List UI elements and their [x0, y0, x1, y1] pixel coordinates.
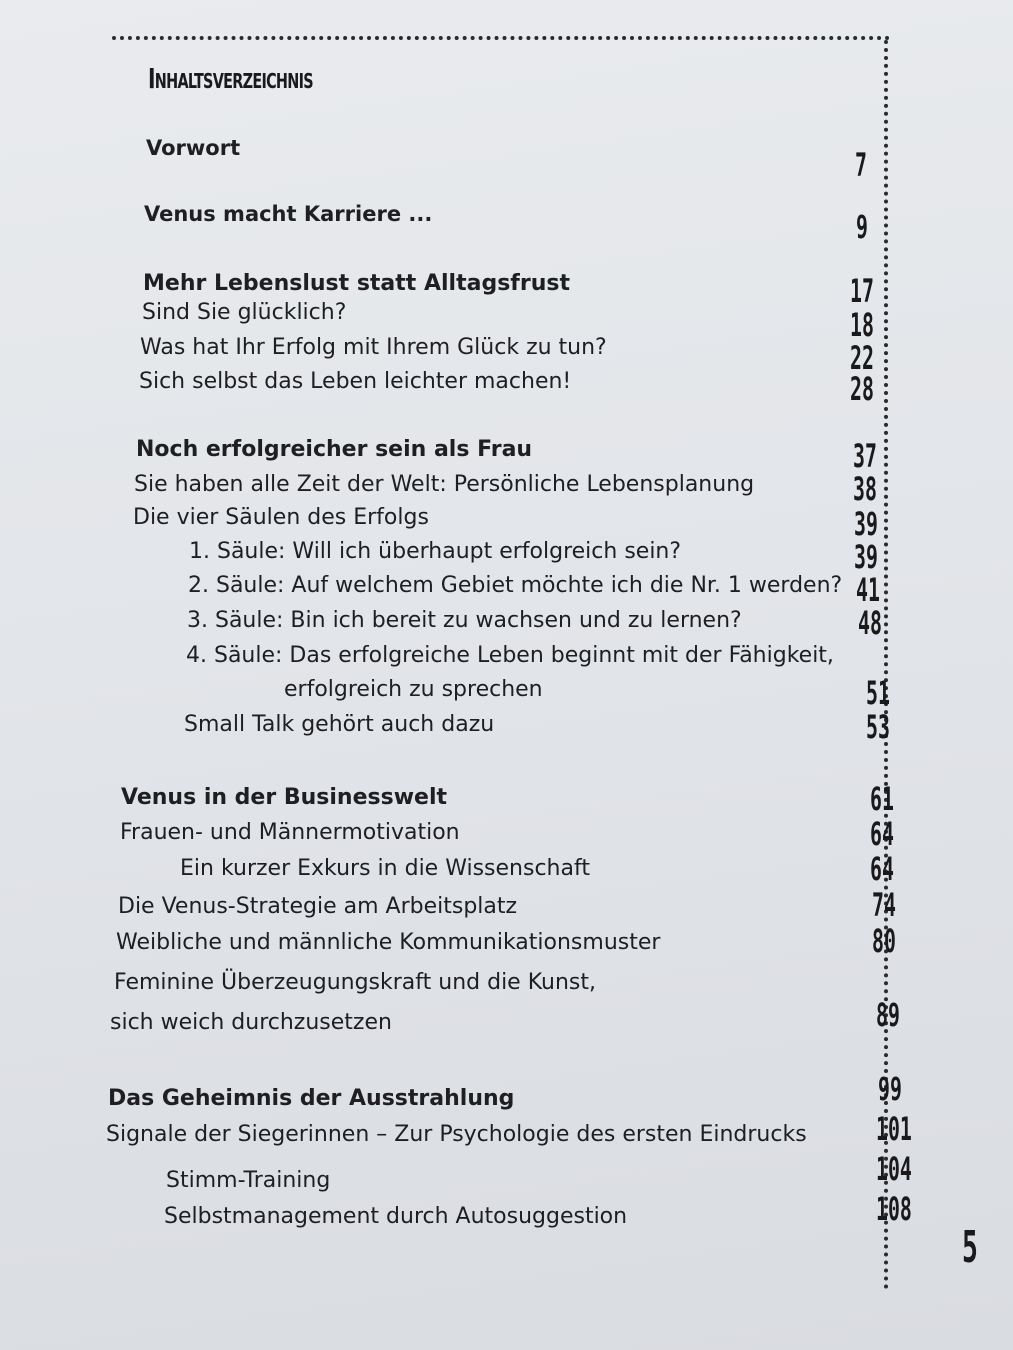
toc-page-sind-sie-gluecklich: 18	[850, 306, 874, 344]
toc-entry-noch-erfolgreicher: Noch erfolgreicher sein als Frau	[136, 437, 533, 462]
toc-page-small-talk: 53	[866, 708, 890, 746]
toc-entry-venus-strategie: Die Venus-Strategie am Arbeitsplatz	[118, 894, 518, 919]
toc-entry-small-talk: Small Talk gehört auch dazu	[184, 712, 495, 737]
dotted-border-top	[112, 36, 890, 40]
toc-page-autosuggestion: 108	[876, 1190, 912, 1228]
toc-page-vorwort: 7	[855, 146, 867, 184]
toc-entry-sind-sie-gluecklich: Sind Sie glücklich?	[142, 300, 347, 325]
toc-page-siegerinnen: 101	[876, 1110, 912, 1148]
toc-entry-siegerinnen: Signale der Siegerinnen – Zur Psychologie des ersten Eindrucks	[106, 1122, 807, 1147]
toc-entry-saeule-4: 4. Säule: Das erfolgreiche Leben beginnt mit der Fähigkeit,	[186, 643, 834, 668]
toc-page-feminine: 89	[876, 996, 900, 1034]
toc-entry-ausstrahlung: Das Geheimnis der Ausstrahlung	[108, 1086, 515, 1111]
toc-entry-vier-saeulen: Die vier Säulen des Erfolgs	[133, 505, 429, 530]
toc-page-kommunikation: 80	[872, 922, 896, 960]
toc-page-venus-macht-karriere: 9	[856, 208, 868, 246]
toc-page-stimm-training: 104	[876, 1150, 912, 1188]
page-number: 5	[962, 1222, 978, 1273]
toc-page-saeule-3: 48	[858, 604, 882, 642]
toc-entry-motivation: Frauen- und Männermotivation	[120, 820, 460, 845]
toc-entry-feminine: Feminine Überzeugungskraft und die Kunst,	[114, 970, 597, 995]
toc-entry-saeule-2: 2. Säule: Auf welchem Gebiet möchte ich die Nr. 1 werden?	[188, 573, 843, 598]
toc-page-mehr-lebenslust: 17	[850, 272, 874, 310]
toc-page-businesswelt: 61	[870, 780, 894, 818]
toc-page-motivation: 64	[870, 815, 894, 853]
toc-entry-mehr-lebenslust: Mehr Lebenslust statt Alltagsfrust	[143, 271, 570, 296]
toc-page-saeule-1: 39	[854, 538, 878, 576]
toc-entry-saeule-3: 3. Säule: Bin ich bereit zu wachsen und zu lernen?	[187, 608, 742, 633]
toc-page-vier-saeulen: 39	[854, 505, 878, 543]
toc-page-leben-leichter: 28	[850, 370, 874, 408]
toc-entry-autosuggestion: Selbstmanagement durch Autosuggestion	[164, 1204, 628, 1229]
toc-page-noch-erfolgreicher: 37	[853, 437, 877, 475]
toc-entry-vorwort: Vorwort	[146, 136, 241, 160]
toc-page-ausstrahlung: 99	[878, 1070, 902, 1108]
toc-entry-saeule-4-cont: erfolgreich zu sprechen	[284, 677, 543, 702]
toc-page-saeule-4: 51	[866, 674, 890, 712]
toc-entry-lebensplanung: Sie haben alle Zeit der Welt: Persönliche Lebensplanung	[134, 472, 755, 497]
toc-entry-venus-macht-karriere: Venus macht Karriere ...	[144, 202, 433, 226]
toc-page-saeule-2: 41	[856, 571, 880, 609]
toc-entry-exkurs: Ein kurzer Exkurs in die Wissenschaft	[180, 856, 590, 881]
toc-entry-kommunikation: Weibliche und männliche Kommunikationsmuster	[116, 930, 661, 955]
toc-page-venus-strategie: 74	[872, 886, 896, 924]
toc-entry-leben-leichter: Sich selbst das Leben leichter machen!	[139, 369, 572, 394]
toc-entry-feminine-cont: sich weich durchzusetzen	[110, 1010, 392, 1035]
toc-entry-businesswelt: Venus in der Businesswelt	[121, 785, 448, 810]
toc-entry-stimm-training: Stimm-Training	[166, 1168, 331, 1193]
toc-page-erfolg-glueck: 22	[850, 339, 874, 377]
toc-entry-erfolg-glueck: Was hat Ihr Erfolg mit Ihrem Glück zu tun?	[140, 335, 607, 360]
toc-page-lebensplanung: 38	[853, 470, 877, 508]
page-title: Inhaltsverzeichnis	[148, 62, 313, 95]
toc-page-exkurs: 64	[870, 850, 894, 888]
toc-entry-saeule-1: 1. Säule: Will ich überhaupt erfolgreich sein?	[189, 539, 682, 564]
